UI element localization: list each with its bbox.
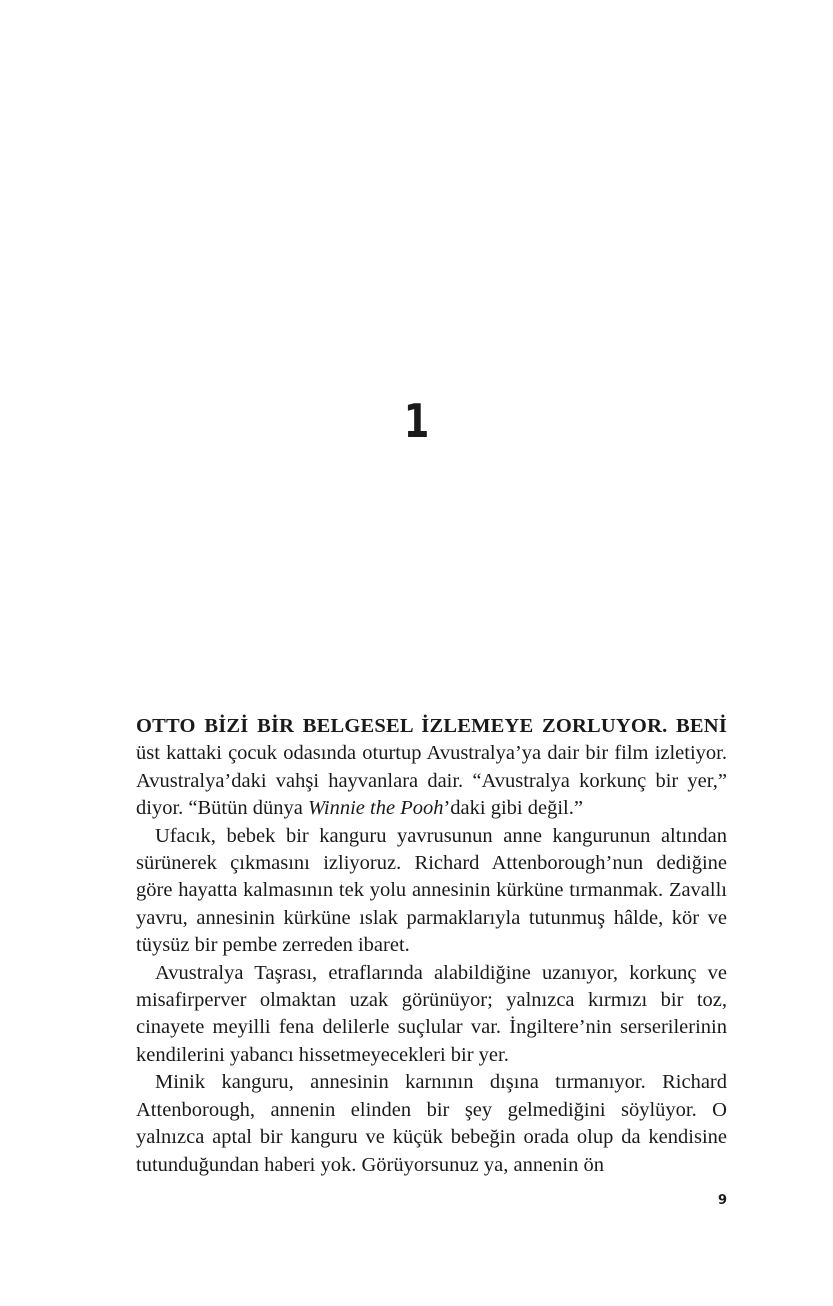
body-text: [136, 713, 727, 1179]
book-title-italic: Winnie the Pooh: [307, 797, 444, 820]
paragraph-2: Ufacık, bebek bir kanguru yavrusunun anne kangurunun altından sürünerek çıkmasını izliyoruz. Richard Attenborough’nun dediğine göre hayatta kalmasının tek yolu annesinin kürküne tırmanmak. Zavallı yavru, annesinin kürküne ıslak parmaklarıyla tutunmuş hâlde, kör ve tüysüz bir pembe zerreden ibaret.: [136, 824, 727, 957]
paragraph-1-text: üst kattaki çocuk odasında oturtup Avustralya’ya dair bir film izletiyor. Avustralya’daki vahşi hayvanlara dair. “Avustralya korkunç bir yer,” diyor. “Bütün dünya: [136, 742, 727, 820]
paragraph-3: Avustralya Taşrası, etraflarında alabildiğine uzanıyor, korkunç ve misafirperver olmaktan uzak görünüyor; yalnızca kırmızı bir toz, cinayete meyilli fena delilerle suçlular var. İngiltere’nin serserilerinin kendilerini yabancı hissetmeyecekleri bir yer.: [136, 961, 727, 1066]
paragraph-1-text-end: ’daki gibi değil.”: [443, 797, 583, 820]
chapter-opening-lead: OTTO BİZİ BİR BELGESEL İZLEMEYE ZORLUYOR. BENİ: [136, 715, 727, 737]
chapter-number: 1: [403, 394, 430, 448]
page-number: 9: [717, 1193, 727, 1208]
paragraph-1: [136, 713, 727, 823]
paragraph-4: Minik kanguru, annesinin karnının dışına tırmanıyor. Richard Attenborough, annenin elinden bir şey gelmediğini söylüyor. O yalnızca aptal bir kanguru ve küçük bebeğin orada olup da kendisine tutunduğundan haberi yok. Görüyorsunuz ya, annenin ön: [136, 1071, 727, 1176]
